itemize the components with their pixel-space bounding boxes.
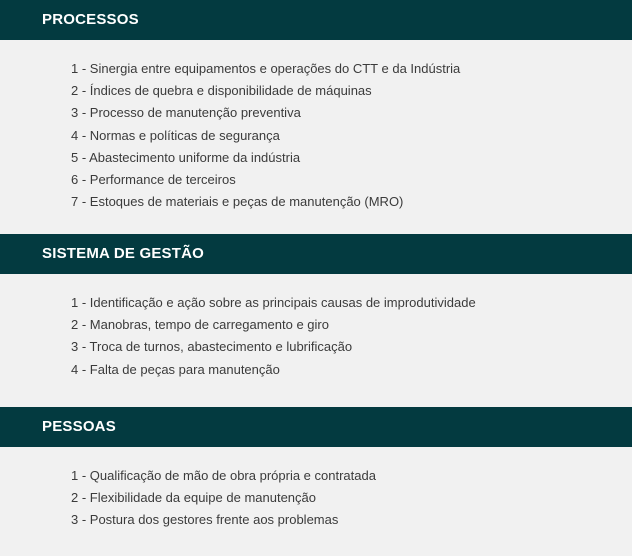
section-list-sistema-de-gestao xyxy=(71,292,476,381)
list-item: 3 - Troca de turnos, abastecimento e lubrificação xyxy=(71,339,353,355)
list-item: 2 - Índices de quebra e disponibilidade de máquinas xyxy=(71,83,372,99)
section-title: PROCESSOS xyxy=(42,11,139,28)
section-list-pessoas xyxy=(71,465,376,532)
list-item: 2 - Flexibilidade da equipe de manutenção xyxy=(71,490,317,506)
list-item: 4 - Normas e políticas de segurança xyxy=(71,127,280,143)
section-header-sistema-de-gestao xyxy=(0,234,632,274)
section-title: SISTEMA DE GESTÃO xyxy=(42,245,205,262)
list-item: 3 - Postura dos gestores frente aos problemas xyxy=(71,512,339,528)
list-item: 4 - Falta de peças para manutenção xyxy=(71,361,280,377)
list-item: 7 - Estoques de materiais e peças de manutenção (MRO) xyxy=(71,194,404,210)
section-title: PESSOAS xyxy=(42,418,116,435)
list-item: 6 - Performance de terceiros xyxy=(71,171,236,187)
list-item: 1 - Identificação e ação sobre as principais causas de improdutividade xyxy=(71,295,476,310)
list-item: 1 - Qualificação de mão de obra própria e contratada xyxy=(71,468,376,483)
section-header-pessoas xyxy=(0,407,632,447)
list-item: 1 - Sinergia entre equipamentos e operações do CTT e da Indústria xyxy=(71,61,461,76)
list-item: 2 - Manobras, tempo de carregamento e giro xyxy=(71,317,329,333)
section-header-processos xyxy=(0,0,632,40)
list-item: 5 - Abastecimento uniforme da indústria xyxy=(71,149,301,165)
list-item: 3 - Processo de manutenção preventiva xyxy=(71,105,301,121)
section-list-processos xyxy=(71,58,460,213)
